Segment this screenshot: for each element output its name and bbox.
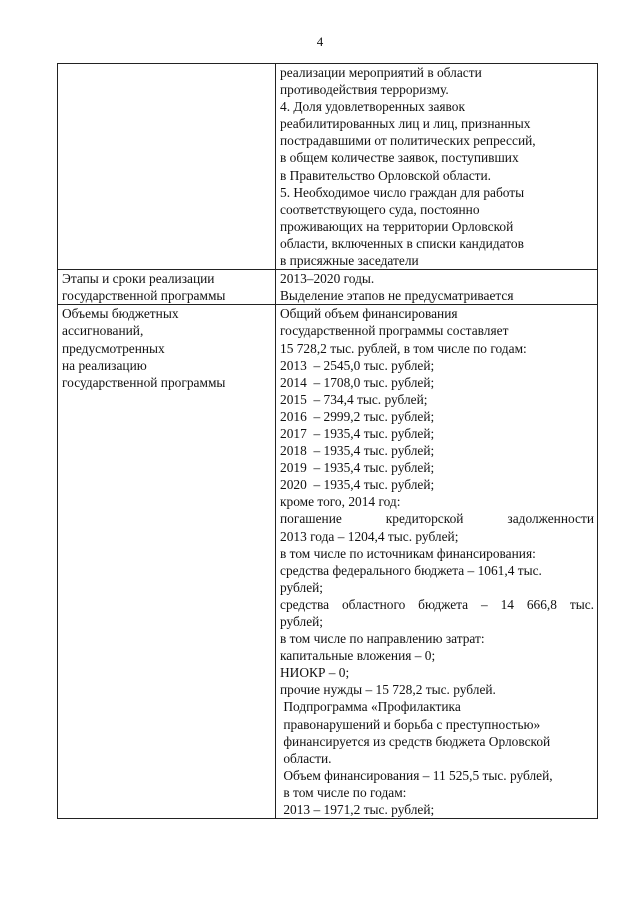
row-label-cell <box>58 64 276 270</box>
content-line: средства областного бюджета – 14 666,8 тыс. <box>280 596 594 612</box>
label-line: на реализацию <box>62 357 147 373</box>
content-line: финансируется из средств бюджета Орловской <box>280 733 551 749</box>
table-row <box>58 305 598 819</box>
content-line: соответствующего суда, постоянно <box>280 201 480 217</box>
row-label-cell <box>58 270 276 305</box>
content-line: реализации мероприятий в области <box>280 65 482 80</box>
content-line: области, включенных в списки кандидатов <box>280 235 524 251</box>
content-line: 2014 – 1708,0 тыс. рублей; <box>280 374 435 390</box>
content-line: рублей; <box>280 579 324 595</box>
row-content-cell <box>276 270 598 305</box>
content-line: 2013 – 2545,0 тыс. рублей; <box>280 357 435 373</box>
row-content-cell <box>276 64 598 270</box>
content-line: 5. Необходимое число граждан для работы <box>280 184 525 200</box>
content-line: 2013 – 1971,2 тыс. рублей; <box>280 802 435 818</box>
content-line: 4. Доля удовлетворенных заявок <box>280 99 465 115</box>
content-line: Подпрограмма «Профилактика <box>280 699 461 715</box>
content-line: проживающих на территории Орловской <box>280 218 514 234</box>
content-line: 2013–2020 годы. <box>280 271 375 287</box>
row-content-cell <box>276 305 598 819</box>
label-line: Этапы и сроки реализации <box>62 271 215 287</box>
content-line: области. <box>280 750 332 766</box>
content-line: 2015 – 734,4 тыс. рублей; <box>280 391 428 407</box>
content-line: кроме того, 2014 год: <box>280 494 401 510</box>
content-line: 2013 года – 1204,4 тыс. рублей; <box>280 528 459 544</box>
label-line: предусмотренных <box>62 340 165 356</box>
program-passport-table <box>57 63 598 819</box>
content-line: в Правительство Орловской области. <box>280 167 492 183</box>
row-label-cell <box>58 305 276 819</box>
content-line: НИОКР – 0; <box>280 665 350 681</box>
content-line: в присяжные заседатели <box>280 253 419 269</box>
content-line: государственной программы составляет <box>280 323 509 339</box>
content-line: капитальные вложения – 0; <box>280 648 436 664</box>
content-line: реабилитированных лиц и лиц, признанных <box>280 116 531 132</box>
label-line: государственной программы <box>62 288 226 304</box>
content-line: 2016 – 2999,2 тыс. рублей; <box>280 408 435 424</box>
label-line: ассигнований, <box>62 323 144 339</box>
content-line: Объем финансирования – 11 525,5 тыс. рублей, <box>280 767 553 783</box>
page-number: 4 <box>316 34 324 49</box>
content-line: 2019 – 1935,4 тыс. рублей; <box>280 460 435 476</box>
label-line: государственной программы <box>62 374 226 390</box>
content-line: средства федерального бюджета – 1061,4 тыс. <box>280 562 542 578</box>
content-line: пострадавшими от политических репрессий, <box>280 133 536 149</box>
content-line: противодействия терроризму. <box>280 82 449 98</box>
content-line: рублей; <box>280 614 324 629</box>
content-line: в общем количестве заявок, поступивших <box>280 150 519 166</box>
content-line: 15 728,2 тыс. рублей, в том числе по годам: <box>280 340 527 356</box>
content-line: 2017 – 1935,4 тыс. рублей; <box>280 425 435 441</box>
content-line: в том числе по источникам финансирования: <box>280 545 536 561</box>
content-line: Общий объем финансирования <box>280 306 458 322</box>
label-line: Объемы бюджетных <box>62 306 179 322</box>
table-row <box>58 64 598 270</box>
content-line: Выделение этапов не предусматривается <box>280 288 514 304</box>
content-line: правонарушений и борьба с преступностью» <box>280 716 541 732</box>
table-row <box>58 270 598 305</box>
content-line: 2018 – 1935,4 тыс. рублей; <box>280 443 435 459</box>
content-line: 2020 – 1935,4 тыс. рублей; <box>280 477 435 493</box>
content-line: прочие нужды – 15 728,2 тыс. рублей. <box>280 682 496 698</box>
content-line: погашение кредиторской задолженности <box>280 511 594 527</box>
content-line: в том числе по направлению затрат: <box>280 631 485 647</box>
content-line: в том числе по годам: <box>280 784 407 800</box>
